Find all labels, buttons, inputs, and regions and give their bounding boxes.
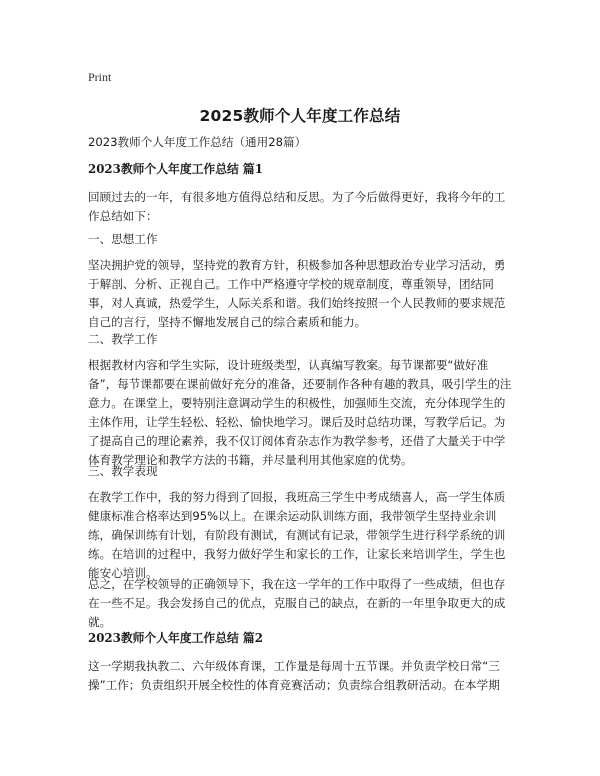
print-label[interactable]: Print xyxy=(88,70,112,84)
conclusion-paragraph: 总之，在学校领导的正确领导下，我在这一学年的工作中取得了一些成绩，但也存在一些不足。我会发扬自己的优点，克服自己的缺点，在新的一年里争取更大的成就。 xyxy=(88,577,506,629)
section-title-teaching: 二、教学工作 xyxy=(88,332,158,346)
article2-intro-paragraph: 这一学期我执教二、六年级体育课，工作量是每周十五节课。并负责学校日常“三操”工作；负责组织开展全校性的体育竞赛活动；负责综合组教研活动。在本学期 xyxy=(88,659,500,692)
section-title-thought: 一、思想工作 xyxy=(88,232,158,246)
section-title-performance: 三、教学表现 xyxy=(88,464,158,478)
section-body-teaching: 根据教材内容和学生实际，设计班级类型，认真编写教案。每节课都要“做好准备”，每节课都要在课前做好充分的准备，还要制作各种有趣的教具，吸引学生的注意力。在课堂上，要特别注意调动学生的积极性，加强师生交流，充分体现学生的主体作用，让学生轻松、轻松、愉快地学习。课后及时总结功课，写教学后记。为了提高自己的理论素养，我不仅订阅体育杂志作为教学参考，还借了大量关于中学体育教学理论和教学方法的书籍，并尽量利用其他家庭的优势。 xyxy=(88,358,512,467)
article1-intro-paragraph: 回顾过去的一年，有很多地方值得总结和反思。为了今后做得更好，我将今年的工作总结如下： xyxy=(88,190,506,223)
page-title: 2025教师个人年度工作总结 xyxy=(199,107,401,125)
section-body-thought: 坚决拥护党的领导，坚持党的教育方针，积极参加各种思想政治专业学习活动，勇于解剖、分析、正视自己。工作中严格遵守学校的规章制度，尊重领导，团结同事，对人真诚，热爱学生，人际关系和谐。我们始终按照一个人民教师的要求规范自己的言行，坚持不懈地发展自己的综合素质和能力。 xyxy=(88,258,506,329)
document-subtitle: 2023教师个人年度工作总结（通用28篇） xyxy=(88,135,307,149)
article-heading-1: 2023教师个人年度工作总结 篇1 xyxy=(88,162,263,176)
article-heading-2: 2023教师个人年度工作总结 篇2 xyxy=(88,631,263,645)
section-body-performance: 在教学工作中，我的努力得到了回报，我班高三学生中考成绩喜人，高一学生体质健康标准合格率达到95%以上。在课余运动队训练方面，我带领学生坚持业余训练，确保训练有计划，有阶段有测试，有测试有记录，带领学生进行科学系统的训练。在培训的过程中，我努力做好学生和家长的工作，让家长来培训学生，学生也能安心培训。 xyxy=(88,490,506,580)
